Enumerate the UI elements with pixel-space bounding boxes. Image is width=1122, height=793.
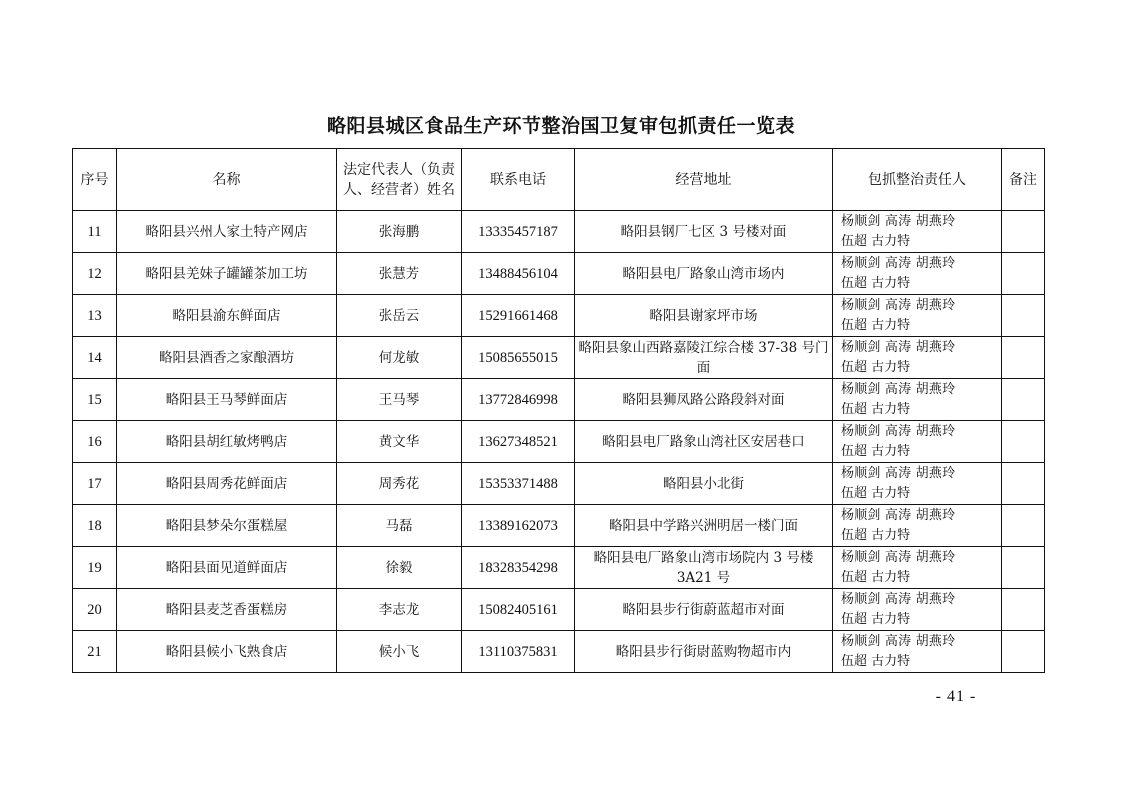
responsible-line-1: 杨顺剑 高涛 胡燕玲 (841, 591, 956, 607)
responsible-line-1: 杨顺剑 高涛 胡燕玲 (841, 507, 956, 523)
cell-name: 略阳县胡红敏烤鸭店 (117, 421, 337, 463)
cell-index: 17 (73, 463, 117, 505)
cell-responsible (833, 505, 1002, 547)
cell-legal-rep: 王马琴 (337, 379, 462, 421)
cell-index: 20 (73, 589, 117, 631)
responsible-line-1: 杨顺剑 高涛 胡燕玲 (841, 633, 956, 649)
cell-legal-rep: 黄文华 (337, 421, 462, 463)
cell-phone: 13627348521 (462, 421, 575, 463)
cell-responsible (833, 589, 1002, 631)
table-body (73, 211, 1045, 673)
cell-legal-rep: 何龙敏 (337, 337, 462, 379)
responsible-line-1: 杨顺剑 高涛 胡燕玲 (841, 297, 956, 313)
table-row (73, 211, 1045, 253)
cell-responsible (833, 295, 1002, 337)
table-row (73, 463, 1045, 505)
cell-legal-rep: 张慧芳 (337, 253, 462, 295)
table-row (73, 547, 1045, 589)
cell-remarks (1002, 253, 1045, 295)
cell-remarks (1002, 589, 1045, 631)
cell-index: 18 (73, 505, 117, 547)
cell-responsible (833, 337, 1002, 379)
cell-index: 16 (73, 421, 117, 463)
cell-responsible (833, 211, 1002, 253)
cell-phone: 15291661468 (462, 295, 575, 337)
header-remarks: 备注 (1002, 149, 1045, 211)
cell-phone: 13772846998 (462, 379, 575, 421)
cell-address: 略阳县电厂路象山湾社区安居巷口 (575, 421, 833, 463)
responsible-line-2: 伍超 古力特 (841, 233, 911, 249)
responsible-line-2: 伍超 古力特 (841, 611, 911, 627)
cell-remarks (1002, 211, 1045, 253)
cell-address: 略阳县中学路兴洲明居一楼门面 (575, 505, 833, 547)
responsible-line-2: 伍超 古力特 (841, 359, 911, 375)
responsible-line-2: 伍超 古力特 (841, 317, 911, 333)
responsible-line-1: 杨顺剑 高涛 胡燕玲 (841, 423, 956, 439)
cell-legal-rep: 候小飞 (337, 631, 462, 673)
header-legal-rep: 法定代表人（负责人、经营者）姓名 (337, 149, 462, 211)
cell-address: 略阳县谢家坪市场 (575, 295, 833, 337)
cell-address: 略阳县步行街尉蓝购物超市内 (575, 631, 833, 673)
responsibility-table (72, 148, 1045, 673)
cell-phone: 13488456104 (462, 253, 575, 295)
cell-legal-rep: 张海鹏 (337, 211, 462, 253)
cell-address: 略阳县电厂路象山湾市场院内 3 号楼 3A21 号 (575, 547, 833, 589)
cell-remarks (1002, 547, 1045, 589)
cell-phone: 18328354298 (462, 547, 575, 589)
cell-phone: 15353371488 (462, 463, 575, 505)
header-row (73, 149, 1045, 211)
cell-legal-rep: 周秀花 (337, 463, 462, 505)
cell-index: 11 (73, 211, 117, 253)
cell-name: 略阳县王马琴鲜面店 (117, 379, 337, 421)
cell-address: 略阳县狮凤路公路段斜对面 (575, 379, 833, 421)
responsible-line-1: 杨顺剑 高涛 胡燕玲 (841, 465, 956, 481)
cell-index: 14 (73, 337, 117, 379)
cell-phone: 13389162073 (462, 505, 575, 547)
cell-index: 12 (73, 253, 117, 295)
responsible-line-2: 伍超 古力特 (841, 485, 911, 501)
cell-name: 略阳县周秀花鲜面店 (117, 463, 337, 505)
cell-remarks (1002, 421, 1045, 463)
cell-name: 略阳县麦芝香蛋糕房 (117, 589, 337, 631)
header-index: 序号 (73, 149, 117, 211)
cell-index: 21 (73, 631, 117, 673)
cell-phone: 13335457187 (462, 211, 575, 253)
cell-remarks (1002, 379, 1045, 421)
responsible-line-2: 伍超 古力特 (841, 401, 911, 417)
cell-index: 15 (73, 379, 117, 421)
cell-remarks (1002, 631, 1045, 673)
header-address: 经营地址 (575, 149, 833, 211)
cell-name: 略阳县羌妹子罐罐茶加工坊 (117, 253, 337, 295)
cell-legal-rep: 徐毅 (337, 547, 462, 589)
table-row (73, 631, 1045, 673)
cell-responsible (833, 379, 1002, 421)
responsible-line-2: 伍超 古力特 (841, 569, 911, 585)
table-row (73, 421, 1045, 463)
table-header (73, 149, 1045, 211)
cell-address: 略阳县电厂路象山湾市场内 (575, 253, 833, 295)
cell-address: 略阳县象山西路嘉陵江综合楼 37-38 号门面 (575, 337, 833, 379)
cell-phone: 15085655015 (462, 337, 575, 379)
cell-index: 19 (73, 547, 117, 589)
cell-responsible (833, 631, 1002, 673)
responsible-line-2: 伍超 古力特 (841, 443, 911, 459)
table-row (73, 379, 1045, 421)
table-row (73, 337, 1045, 379)
header-phone: 联系电话 (462, 149, 575, 211)
cell-remarks (1002, 463, 1045, 505)
responsible-line-2: 伍超 古力特 (841, 275, 911, 291)
page-number: - 41 - (935, 688, 977, 705)
cell-phone: 15082405161 (462, 589, 575, 631)
cell-remarks (1002, 337, 1045, 379)
cell-name: 略阳县渝东鲜面店 (117, 295, 337, 337)
cell-name: 略阳县酒香之家酿酒坊 (117, 337, 337, 379)
table-row (73, 589, 1045, 631)
cell-address: 略阳县步行街蔚蓝超市对面 (575, 589, 833, 631)
responsible-line-1: 杨顺剑 高涛 胡燕玲 (841, 213, 956, 229)
cell-remarks (1002, 295, 1045, 337)
cell-legal-rep: 马磊 (337, 505, 462, 547)
cell-phone: 13110375831 (462, 631, 575, 673)
cell-address: 略阳县小北街 (575, 463, 833, 505)
cell-responsible (833, 463, 1002, 505)
table-row (73, 505, 1045, 547)
table-row (73, 295, 1045, 337)
cell-responsible (833, 421, 1002, 463)
cell-responsible (833, 253, 1002, 295)
cell-legal-rep: 李志龙 (337, 589, 462, 631)
cell-legal-rep: 张岳云 (337, 295, 462, 337)
responsible-line-1: 杨顺剑 高涛 胡燕玲 (841, 339, 956, 355)
header-name: 名称 (117, 149, 337, 211)
page-title: 略阳县城区食品生产环节整治国卫复审包抓责任一览表 (326, 115, 795, 137)
cell-responsible (833, 547, 1002, 589)
cell-address: 略阳县钢厂七区 3 号楼对面 (575, 211, 833, 253)
responsible-line-1: 杨顺剑 高涛 胡燕玲 (841, 255, 956, 271)
cell-remarks (1002, 505, 1045, 547)
responsible-line-1: 杨顺剑 高涛 胡燕玲 (841, 549, 956, 565)
header-responsible: 包抓整治责任人 (833, 149, 1002, 211)
cell-name: 略阳县面见道鲜面店 (117, 547, 337, 589)
cell-name: 略阳县候小飞熟食店 (117, 631, 337, 673)
responsible-line-2: 伍超 古力特 (841, 527, 911, 543)
cell-name: 略阳县兴州人家土特产网店 (117, 211, 337, 253)
table-row (73, 253, 1045, 295)
cell-index: 13 (73, 295, 117, 337)
responsible-line-1: 杨顺剑 高涛 胡燕玲 (841, 381, 956, 397)
responsible-line-2: 伍超 古力特 (841, 653, 911, 669)
cell-name: 略阳县梦朵尔蛋糕屋 (117, 505, 337, 547)
